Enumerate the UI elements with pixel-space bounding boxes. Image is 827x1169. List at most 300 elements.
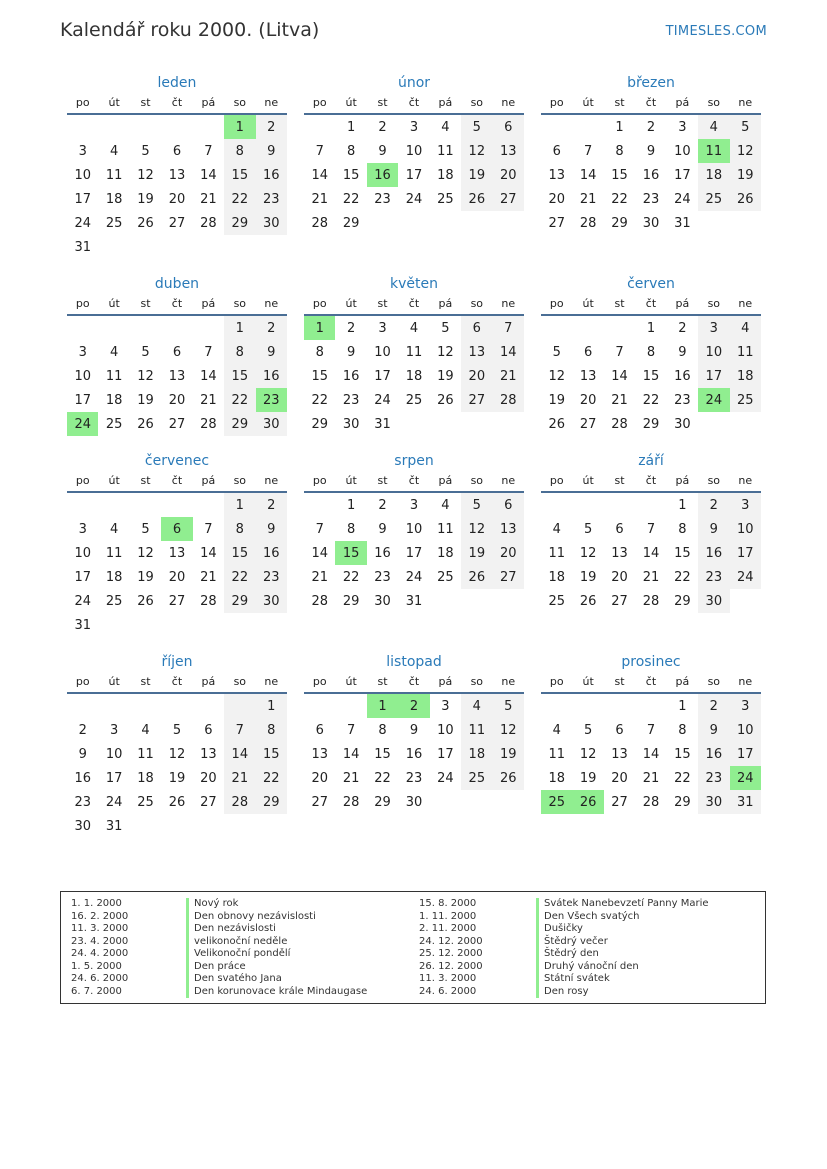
day-cell[interactable]: 9 xyxy=(678,344,687,360)
day-cell[interactable]: 18 xyxy=(105,191,123,207)
day-cell[interactable]: 22 xyxy=(674,569,691,585)
day-cell[interactable]: 6 xyxy=(615,521,624,537)
day-cell[interactable]: 22 xyxy=(374,770,391,786)
day-cell[interactable]: 4 xyxy=(441,119,450,135)
day-cell[interactable]: 8 xyxy=(224,340,255,364)
day-cell[interactable]: 14 xyxy=(311,167,328,183)
day-cell[interactable]: 26 xyxy=(493,766,524,790)
day-cell[interactable]: 19 xyxy=(137,191,154,207)
day-cell[interactable]: 22 xyxy=(642,392,660,408)
day-cell[interactable]: 12 xyxy=(730,139,761,163)
day-cell[interactable]: 20 xyxy=(548,191,565,207)
day-cell[interactable]: 11 xyxy=(405,344,423,360)
day-cell[interactable]: 7 xyxy=(204,143,213,159)
day-cell[interactable]: 26 xyxy=(168,794,186,810)
day-cell[interactable]: 8 xyxy=(678,722,687,738)
day-cell[interactable]: 25 xyxy=(541,790,572,814)
day-cell[interactable]: 3 xyxy=(78,143,87,159)
day-cell[interactable]: 6 xyxy=(493,114,524,139)
day-cell[interactable]: 2 xyxy=(678,320,687,336)
day-cell[interactable]: 18 xyxy=(698,163,729,187)
day-cell[interactable]: 17 xyxy=(730,742,761,766)
day-cell[interactable]: 28 xyxy=(311,593,328,609)
day-cell[interactable]: 8 xyxy=(256,718,287,742)
day-cell[interactable]: 20 xyxy=(579,392,597,408)
day-cell[interactable]: 26 xyxy=(437,392,454,408)
day-cell[interactable]: 30 xyxy=(405,794,423,810)
day-cell[interactable]: 23 xyxy=(74,794,91,810)
day-cell[interactable]: 27 xyxy=(168,593,186,609)
day-cell[interactable]: 20 xyxy=(168,392,186,408)
day-cell[interactable]: 13 xyxy=(311,746,328,762)
day-cell[interactable]: 27 xyxy=(493,565,524,589)
day-cell[interactable]: 7 xyxy=(346,722,356,738)
day-cell[interactable]: 15 xyxy=(374,746,391,762)
day-cell[interactable]: 3 xyxy=(441,698,450,714)
day-cell[interactable]: 8 xyxy=(346,143,356,159)
day-cell[interactable]: 4 xyxy=(141,722,150,738)
day-cell[interactable]: 22 xyxy=(311,392,328,408)
day-cell[interactable]: 8 xyxy=(678,521,687,537)
day-cell[interactable]: 25 xyxy=(437,191,454,207)
day-cell[interactable]: 7 xyxy=(315,143,324,159)
day-cell[interactable]: 27 xyxy=(311,794,328,810)
day-cell[interactable]: 22 xyxy=(256,766,287,790)
day-cell[interactable]: 1 xyxy=(224,114,255,139)
day-cell[interactable]: 10 xyxy=(105,746,123,762)
day-cell[interactable]: 28 xyxy=(611,416,628,432)
day-cell[interactable]: 4 xyxy=(552,722,561,738)
day-cell[interactable]: 4 xyxy=(109,344,119,360)
day-cell[interactable]: 25 xyxy=(137,794,154,810)
day-cell[interactable]: 1 xyxy=(346,119,356,135)
day-cell[interactable]: 14 xyxy=(224,742,255,766)
day-cell[interactable]: 11 xyxy=(105,368,123,384)
day-cell[interactable]: 17 xyxy=(405,167,423,183)
day-cell[interactable]: 19 xyxy=(137,569,154,585)
day-cell[interactable]: 14 xyxy=(493,340,524,364)
day-cell[interactable]: 31 xyxy=(74,617,91,633)
site-link[interactable]: TIMESLES.COM xyxy=(665,24,767,39)
day-cell[interactable]: 6 xyxy=(161,517,192,541)
day-cell[interactable]: 24 xyxy=(74,593,91,609)
day-cell[interactable]: 21 xyxy=(611,392,628,408)
day-cell[interactable]: 15 xyxy=(335,541,366,565)
day-cell[interactable]: 17 xyxy=(674,167,691,183)
day-cell[interactable]: 22 xyxy=(224,565,255,589)
day-cell[interactable]: 28 xyxy=(311,215,328,231)
day-cell[interactable]: 5 xyxy=(583,722,593,738)
day-cell[interactable]: 28 xyxy=(493,388,524,412)
day-cell[interactable]: 1 xyxy=(615,119,624,135)
day-cell[interactable]: 10 xyxy=(730,517,761,541)
day-cell[interactable]: 5 xyxy=(141,143,150,159)
day-cell[interactable]: 23 xyxy=(256,388,287,412)
day-cell[interactable]: 26 xyxy=(461,565,492,589)
day-cell[interactable]: 23 xyxy=(342,392,360,408)
day-cell[interactable]: 19 xyxy=(137,392,154,408)
day-cell[interactable]: 11 xyxy=(461,718,492,742)
day-cell[interactable]: 17 xyxy=(74,392,91,408)
day-cell[interactable]: 2 xyxy=(78,722,87,738)
day-cell[interactable]: 28 xyxy=(642,794,660,810)
day-cell[interactable]: 9 xyxy=(646,143,656,159)
day-cell[interactable]: 16 xyxy=(698,541,729,565)
day-cell[interactable]: 2 xyxy=(698,492,729,517)
day-cell[interactable]: 14 xyxy=(311,545,328,561)
day-cell[interactable]: 23 xyxy=(698,565,729,589)
day-cell[interactable]: 31 xyxy=(405,593,423,609)
day-cell[interactable]: 2 xyxy=(646,119,656,135)
day-cell[interactable]: 29 xyxy=(342,215,360,231)
day-cell[interactable]: 10 xyxy=(437,722,454,738)
day-cell[interactable]: 22 xyxy=(342,569,360,585)
day-cell[interactable]: 3 xyxy=(678,119,687,135)
day-cell[interactable]: 15 xyxy=(311,368,328,384)
day-cell[interactable]: 23 xyxy=(256,565,287,589)
day-cell[interactable]: 6 xyxy=(615,722,624,738)
day-cell[interactable]: 10 xyxy=(374,344,391,360)
day-cell[interactable]: 14 xyxy=(200,167,217,183)
day-cell[interactable]: 21 xyxy=(200,392,217,408)
day-cell[interactable]: 4 xyxy=(441,497,450,513)
day-cell[interactable]: 31 xyxy=(374,416,391,432)
day-cell[interactable]: 13 xyxy=(168,545,186,561)
day-cell[interactable]: 4 xyxy=(109,143,119,159)
day-cell[interactable]: 30 xyxy=(342,416,360,432)
day-cell[interactable]: 11 xyxy=(730,340,761,364)
day-cell[interactable]: 26 xyxy=(579,593,597,609)
day-cell[interactable]: 5 xyxy=(172,722,182,738)
day-cell[interactable]: 14 xyxy=(642,746,660,762)
day-cell[interactable]: 21 xyxy=(311,569,328,585)
day-cell[interactable]: 14 xyxy=(200,545,217,561)
day-cell[interactable]: 25 xyxy=(105,593,123,609)
day-cell[interactable]: 22 xyxy=(224,187,255,211)
day-cell[interactable]: 16 xyxy=(367,163,398,187)
day-cell[interactable]: 22 xyxy=(674,770,691,786)
day-cell[interactable]: 13 xyxy=(168,368,186,384)
day-cell[interactable]: 30 xyxy=(256,211,287,235)
day-cell[interactable]: 11 xyxy=(698,139,729,163)
day-cell[interactable]: 5 xyxy=(730,114,761,139)
day-cell[interactable]: 30 xyxy=(698,790,729,814)
day-cell[interactable]: 10 xyxy=(74,167,91,183)
day-cell[interactable]: 6 xyxy=(315,722,324,738)
day-cell[interactable]: 3 xyxy=(109,722,119,738)
day-cell[interactable]: 11 xyxy=(437,521,454,537)
day-cell[interactable]: 31 xyxy=(730,790,761,814)
day-cell[interactable]: 17 xyxy=(698,364,729,388)
day-cell[interactable]: 30 xyxy=(642,215,660,231)
day-cell[interactable]: 24 xyxy=(730,766,761,790)
day-cell[interactable]: 21 xyxy=(642,569,660,585)
day-cell[interactable]: 12 xyxy=(137,167,154,183)
day-cell[interactable]: 31 xyxy=(74,239,91,255)
day-cell[interactable]: 11 xyxy=(137,746,154,762)
day-cell[interactable]: 23 xyxy=(642,191,660,207)
day-cell[interactable]: 19 xyxy=(579,770,597,786)
day-cell[interactable]: 13 xyxy=(611,545,628,561)
day-cell[interactable]: 18 xyxy=(437,545,454,561)
day-cell[interactable]: 30 xyxy=(256,412,287,436)
day-cell[interactable]: 29 xyxy=(224,412,255,436)
day-cell[interactable]: 7 xyxy=(224,718,255,742)
day-cell[interactable]: 5 xyxy=(461,114,492,139)
day-cell[interactable]: 30 xyxy=(74,818,91,834)
day-cell[interactable]: 13 xyxy=(548,167,565,183)
day-cell[interactable]: 3 xyxy=(409,119,419,135)
day-cell[interactable]: 26 xyxy=(137,215,154,231)
day-cell[interactable]: 8 xyxy=(346,521,356,537)
day-cell[interactable]: 24 xyxy=(437,770,454,786)
day-cell[interactable]: 12 xyxy=(493,718,524,742)
day-cell[interactable]: 27 xyxy=(579,416,597,432)
day-cell[interactable]: 25 xyxy=(105,416,123,432)
day-cell[interactable]: 8 xyxy=(315,344,324,360)
day-cell[interactable]: 31 xyxy=(105,818,123,834)
day-cell[interactable]: 10 xyxy=(405,521,423,537)
day-cell[interactable]: 7 xyxy=(583,143,593,159)
day-cell[interactable]: 24 xyxy=(405,569,423,585)
day-cell[interactable]: 24 xyxy=(74,215,91,231)
day-cell[interactable]: 19 xyxy=(730,163,761,187)
day-cell[interactable]: 17 xyxy=(74,191,91,207)
day-cell[interactable]: 19 xyxy=(548,392,565,408)
day-cell[interactable]: 15 xyxy=(224,163,255,187)
day-cell[interactable]: 18 xyxy=(548,569,565,585)
day-cell[interactable]: 28 xyxy=(342,794,360,810)
day-cell[interactable]: 27 xyxy=(548,215,565,231)
day-cell[interactable]: 5 xyxy=(461,492,492,517)
day-cell[interactable]: 5 xyxy=(583,521,593,537)
day-cell[interactable]: 13 xyxy=(200,746,217,762)
day-cell[interactable]: 16 xyxy=(256,541,287,565)
day-cell[interactable]: 8 xyxy=(224,139,255,163)
day-cell[interactable]: 18 xyxy=(730,364,761,388)
day-cell[interactable]: 25 xyxy=(437,569,454,585)
day-cell[interactable]: 12 xyxy=(461,517,492,541)
day-cell[interactable]: 23 xyxy=(374,191,391,207)
day-cell[interactable]: 13 xyxy=(461,340,492,364)
day-cell[interactable]: 13 xyxy=(611,746,628,762)
day-cell[interactable]: 4 xyxy=(552,521,561,537)
day-cell[interactable]: 29 xyxy=(674,593,691,609)
day-cell[interactable]: 6 xyxy=(204,722,213,738)
day-cell[interactable]: 6 xyxy=(172,143,182,159)
day-cell[interactable]: 6 xyxy=(172,344,182,360)
day-cell[interactable]: 9 xyxy=(256,340,287,364)
day-cell[interactable]: 1 xyxy=(367,693,398,718)
day-cell[interactable]: 21 xyxy=(224,766,255,790)
day-cell[interactable]: 28 xyxy=(579,215,597,231)
day-cell[interactable]: 24 xyxy=(730,565,761,589)
day-cell[interactable]: 29 xyxy=(374,794,391,810)
day-cell[interactable]: 20 xyxy=(200,770,217,786)
day-cell[interactable]: 3 xyxy=(698,315,729,340)
day-cell[interactable]: 12 xyxy=(548,368,565,384)
day-cell[interactable]: 23 xyxy=(374,569,391,585)
day-cell[interactable]: 27 xyxy=(200,794,217,810)
day-cell[interactable]: 9 xyxy=(409,722,419,738)
day-cell[interactable]: 20 xyxy=(461,364,492,388)
day-cell[interactable]: 9 xyxy=(346,344,356,360)
day-cell[interactable]: 1 xyxy=(346,497,356,513)
day-cell[interactable]: 16 xyxy=(698,742,729,766)
day-cell[interactable]: 30 xyxy=(256,589,287,613)
day-cell[interactable]: 1 xyxy=(304,315,335,340)
day-cell[interactable]: 30 xyxy=(374,593,391,609)
day-cell[interactable]: 26 xyxy=(137,416,154,432)
day-cell[interactable]: 15 xyxy=(674,545,691,561)
day-cell[interactable]: 16 xyxy=(342,368,360,384)
day-cell[interactable]: 15 xyxy=(224,364,255,388)
day-cell[interactable]: 17 xyxy=(437,746,454,762)
day-cell[interactable]: 9 xyxy=(698,718,729,742)
day-cell[interactable]: 18 xyxy=(105,569,123,585)
day-cell[interactable]: 24 xyxy=(374,392,391,408)
day-cell[interactable]: 9 xyxy=(256,517,287,541)
day-cell[interactable]: 10 xyxy=(674,143,691,159)
day-cell[interactable]: 20 xyxy=(311,770,328,786)
day-cell[interactable]: 28 xyxy=(200,593,217,609)
day-cell[interactable]: 28 xyxy=(642,593,660,609)
day-cell[interactable]: 11 xyxy=(548,545,565,561)
day-cell[interactable]: 4 xyxy=(698,114,729,139)
day-cell[interactable]: 20 xyxy=(611,770,628,786)
day-cell[interactable]: 4 xyxy=(409,320,419,336)
day-cell[interactable]: 15 xyxy=(256,742,287,766)
day-cell[interactable]: 6 xyxy=(493,492,524,517)
day-cell[interactable]: 2 xyxy=(256,492,287,517)
day-cell[interactable]: 2 xyxy=(378,119,387,135)
day-cell[interactable]: 3 xyxy=(730,693,761,718)
day-cell[interactable]: 18 xyxy=(137,770,154,786)
day-cell[interactable]: 2 xyxy=(256,315,287,340)
day-cell[interactable]: 7 xyxy=(315,521,324,537)
day-cell[interactable]: 28 xyxy=(224,790,255,814)
day-cell[interactable]: 27 xyxy=(611,794,628,810)
day-cell[interactable]: 13 xyxy=(493,517,524,541)
day-cell[interactable]: 13 xyxy=(168,167,186,183)
day-cell[interactable]: 4 xyxy=(109,521,119,537)
day-cell[interactable]: 21 xyxy=(200,191,217,207)
day-cell[interactable]: 19 xyxy=(461,163,492,187)
day-cell[interactable]: 19 xyxy=(168,770,186,786)
day-cell[interactable]: 28 xyxy=(200,215,217,231)
day-cell[interactable]: 10 xyxy=(405,143,423,159)
day-cell[interactable]: 5 xyxy=(552,344,561,360)
day-cell[interactable]: 14 xyxy=(579,167,597,183)
day-cell[interactable]: 27 xyxy=(493,187,524,211)
day-cell[interactable]: 2 xyxy=(256,114,287,139)
day-cell[interactable]: 19 xyxy=(579,569,597,585)
day-cell[interactable]: 24 xyxy=(67,412,98,436)
day-cell[interactable]: 6 xyxy=(583,344,593,360)
day-cell[interactable]: 24 xyxy=(674,191,691,207)
day-cell[interactable]: 18 xyxy=(437,167,454,183)
day-cell[interactable]: 1 xyxy=(224,315,255,340)
day-cell[interactable]: 7 xyxy=(493,315,524,340)
day-cell[interactable]: 25 xyxy=(105,215,123,231)
day-cell[interactable]: 27 xyxy=(168,215,186,231)
day-cell[interactable]: 11 xyxy=(105,545,123,561)
day-cell[interactable]: 21 xyxy=(342,770,360,786)
day-cell[interactable]: 23 xyxy=(698,766,729,790)
day-cell[interactable]: 1 xyxy=(256,693,287,718)
day-cell[interactable]: 7 xyxy=(646,722,656,738)
day-cell[interactable]: 26 xyxy=(548,416,565,432)
day-cell[interactable]: 3 xyxy=(409,497,419,513)
day-cell[interactable]: 20 xyxy=(168,569,186,585)
day-cell[interactable]: 25 xyxy=(698,187,729,211)
day-cell[interactable]: 12 xyxy=(137,368,154,384)
day-cell[interactable]: 2 xyxy=(346,320,356,336)
day-cell[interactable]: 23 xyxy=(256,187,287,211)
day-cell[interactable]: 16 xyxy=(405,746,423,762)
day-cell[interactable]: 9 xyxy=(256,139,287,163)
day-cell[interactable]: 22 xyxy=(224,388,255,412)
day-cell[interactable]: 27 xyxy=(461,388,492,412)
day-cell[interactable]: 27 xyxy=(168,416,186,432)
day-cell[interactable]: 29 xyxy=(224,211,255,235)
day-cell[interactable]: 23 xyxy=(405,770,423,786)
day-cell[interactable]: 1 xyxy=(678,698,687,714)
day-cell[interactable]: 19 xyxy=(437,368,454,384)
day-cell[interactable]: 8 xyxy=(378,722,387,738)
day-cell[interactable]: 31 xyxy=(674,215,691,231)
day-cell[interactable]: 1 xyxy=(678,497,687,513)
day-cell[interactable]: 8 xyxy=(646,344,656,360)
day-cell[interactable]: 24 xyxy=(698,388,729,412)
day-cell[interactable]: 16 xyxy=(256,163,287,187)
day-cell[interactable]: 9 xyxy=(378,143,387,159)
day-cell[interactable]: 16 xyxy=(642,167,660,183)
day-cell[interactable]: 29 xyxy=(311,416,328,432)
day-cell[interactable]: 29 xyxy=(611,215,628,231)
day-cell[interactable]: 29 xyxy=(342,593,360,609)
day-cell[interactable]: 17 xyxy=(105,770,123,786)
day-cell[interactable]: 26 xyxy=(572,790,603,814)
day-cell[interactable]: 21 xyxy=(493,364,524,388)
day-cell[interactable]: 21 xyxy=(642,770,660,786)
day-cell[interactable]: 3 xyxy=(730,492,761,517)
day-cell[interactable]: 8 xyxy=(224,517,255,541)
day-cell[interactable]: 20 xyxy=(493,541,524,565)
day-cell[interactable]: 2 xyxy=(698,693,729,718)
day-cell[interactable]: 24 xyxy=(405,191,423,207)
day-cell[interactable]: 7 xyxy=(204,521,213,537)
day-cell[interactable]: 9 xyxy=(698,517,729,541)
day-cell[interactable]: 10 xyxy=(698,340,729,364)
day-cell[interactable]: 6 xyxy=(461,315,492,340)
day-cell[interactable]: 29 xyxy=(256,790,287,814)
day-cell[interactable]: 18 xyxy=(105,392,123,408)
day-cell[interactable]: 12 xyxy=(437,344,454,360)
day-cell[interactable]: 7 xyxy=(204,344,213,360)
day-cell[interactable]: 1 xyxy=(224,492,255,517)
day-cell[interactable]: 15 xyxy=(342,167,360,183)
day-cell[interactable]: 25 xyxy=(730,388,761,412)
day-cell[interactable]: 2 xyxy=(398,693,429,718)
day-cell[interactable]: 16 xyxy=(374,545,391,561)
day-cell[interactable]: 7 xyxy=(615,344,624,360)
day-cell[interactable]: 15 xyxy=(224,541,255,565)
day-cell[interactable]: 21 xyxy=(579,191,597,207)
day-cell[interactable]: 5 xyxy=(141,521,150,537)
day-cell[interactable]: 12 xyxy=(137,545,154,561)
day-cell[interactable]: 20 xyxy=(611,569,628,585)
